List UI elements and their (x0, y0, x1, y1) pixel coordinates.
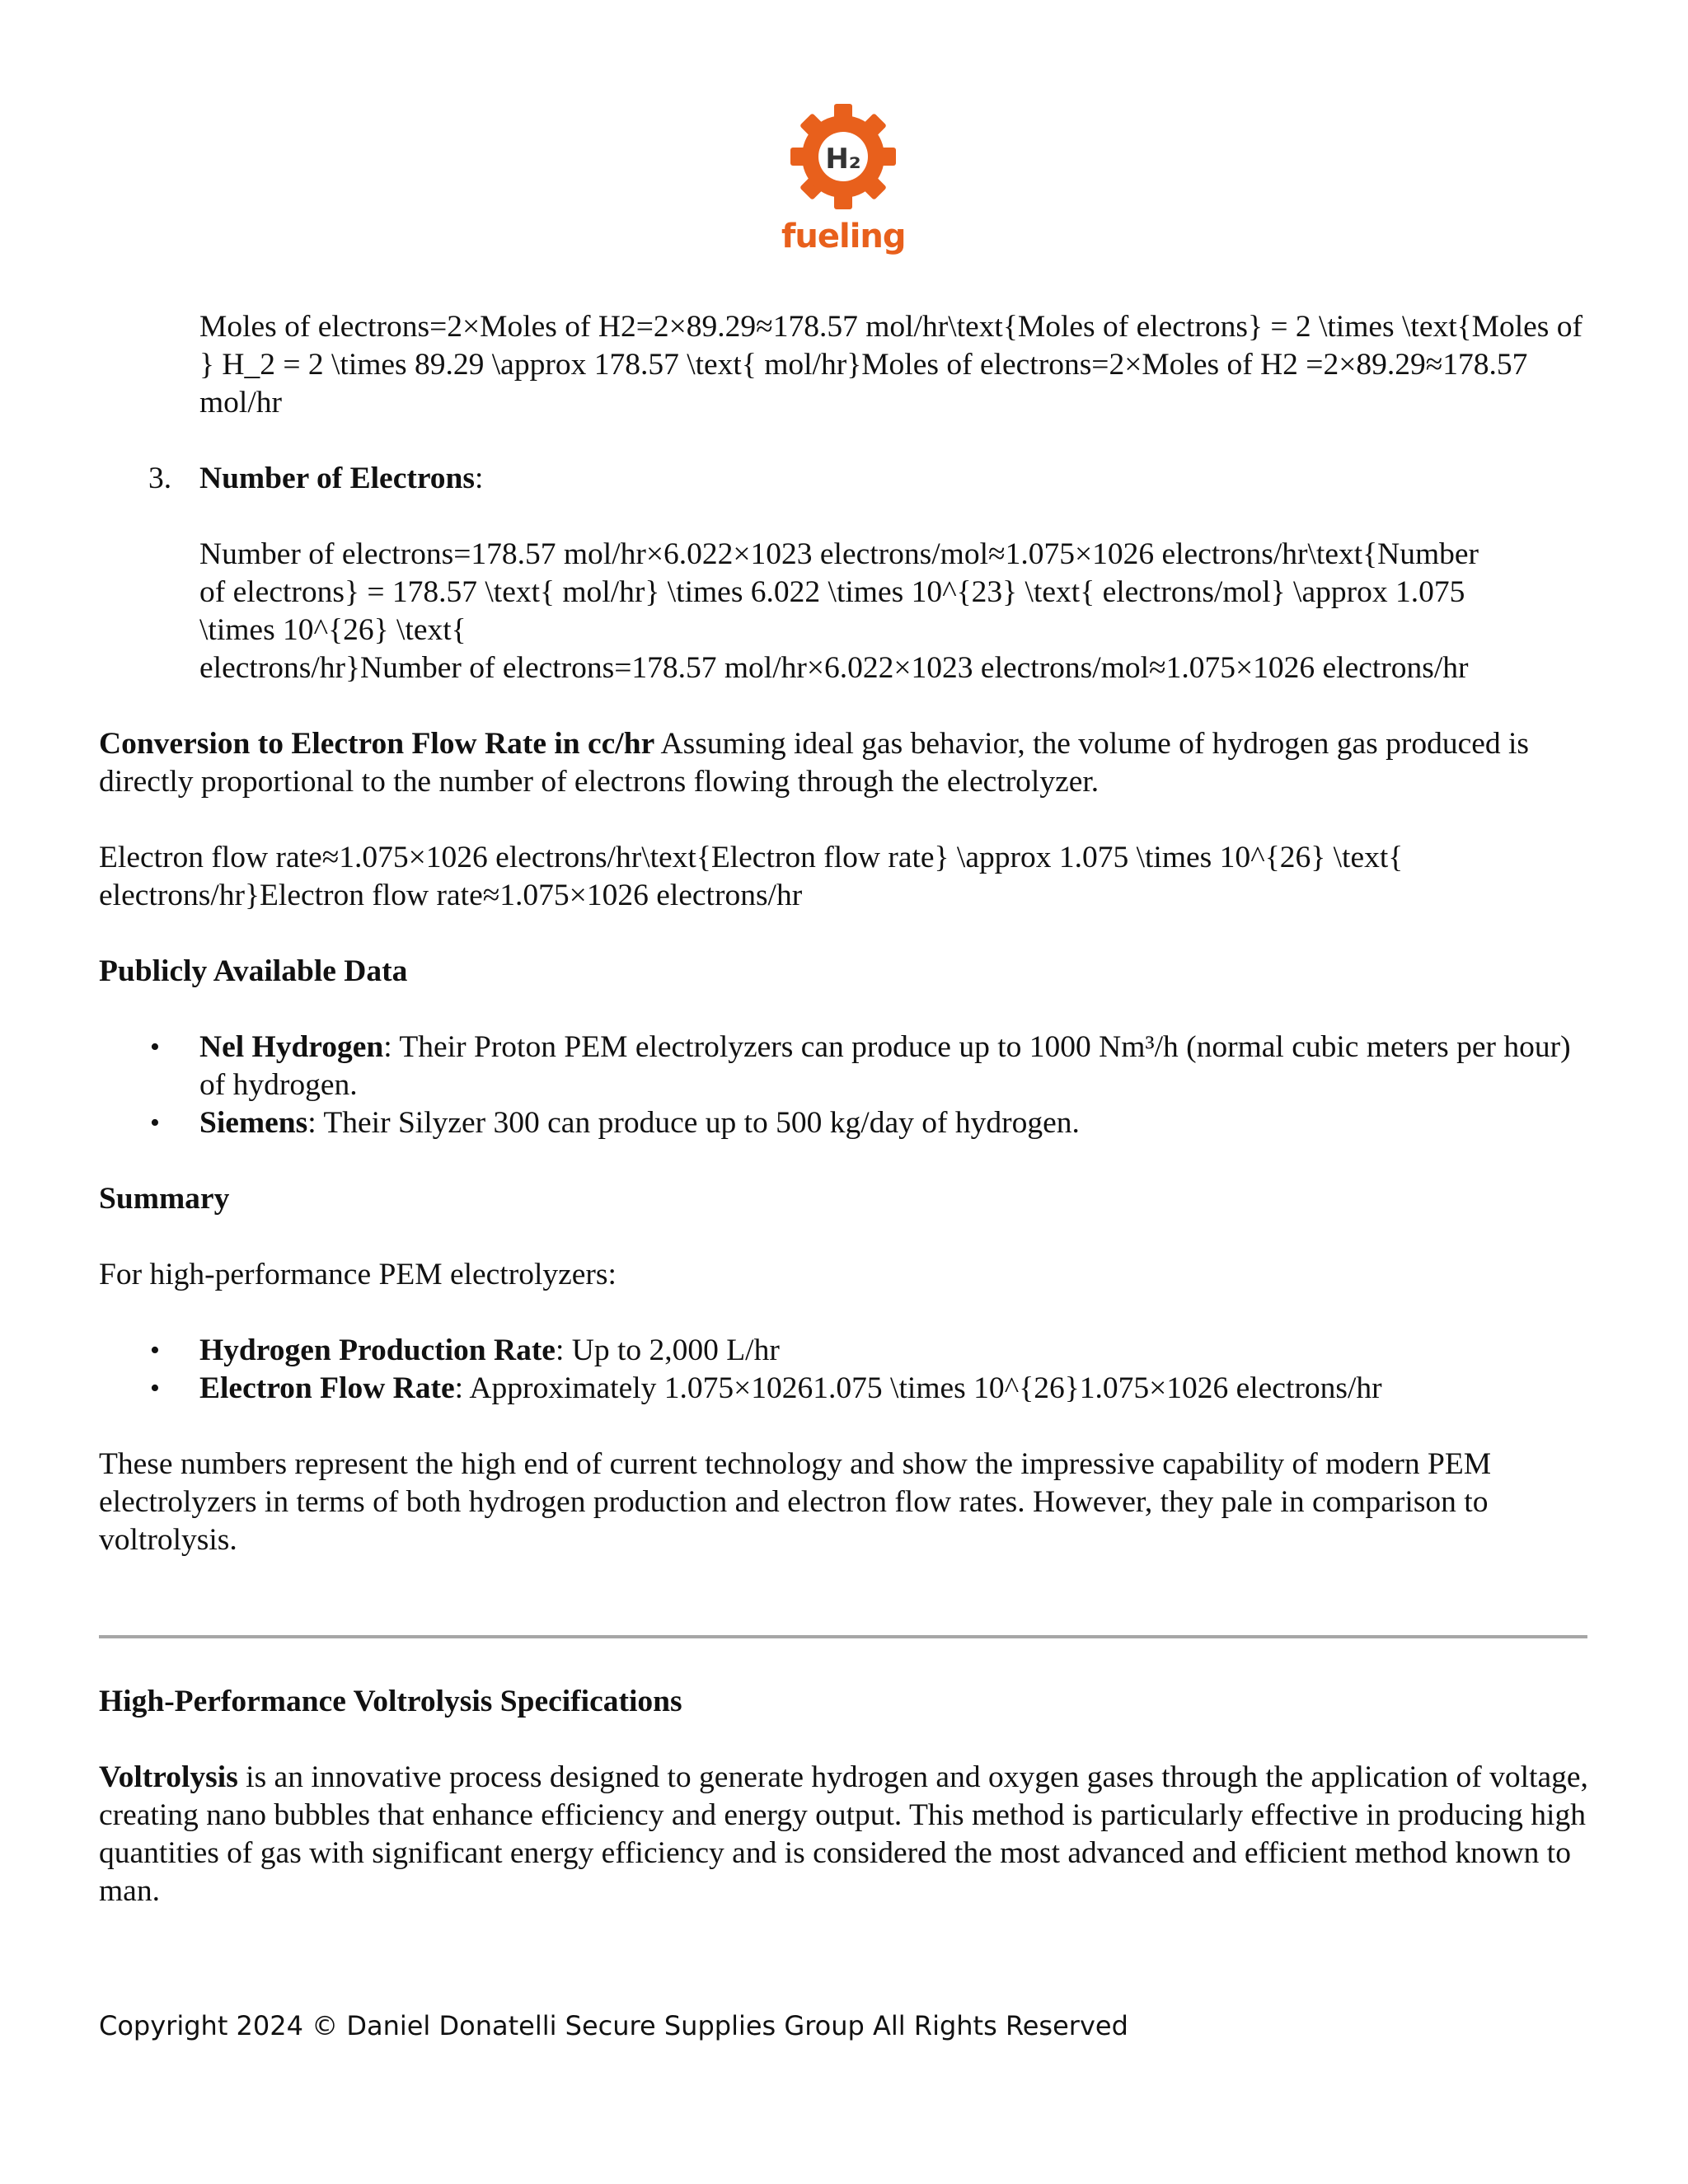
conversion-paragraph (99, 725, 1599, 801)
item-title: Number of Electrons (199, 462, 476, 495)
section-heading: High-Performance Voltrolysis Specifications (99, 1685, 682, 1718)
copyright-footer: Copyright 2024 © Daniel Donatelli Secure Supplies Group All Rights Reserved (99, 2010, 1128, 2041)
list-item: Electron Flow Rate: Approximately 1.075×10261.075 \times 10^{26}1.075×1026 electrons/hr (199, 1371, 1382, 1405)
list-item: Hydrogen Production Rate: Up to 2,000 L/hr (199, 1333, 780, 1367)
moles-of-electrons-formula: Moles of electrons=2×Moles of H2=2×89.29≈178.57 mol/hr\text{Moles of electrons} = 2 \times \text{Moles of } H_2 = 2 \times 89.29 \approx 178.57 \text{ mol/hr}Moles of electrons=2×Moles of H2 =2×89.29≈178.57 mol/hr (199, 310, 1583, 419)
list-item: Nel Hydrogen: Their Proton PEM electrolyzers can produce up to 1000 Nm³/h (normal cubic meters per hour) of hydrogen. (199, 1030, 1571, 1102)
section-heading: Publicly Available Data (99, 954, 408, 988)
formula-line: Number of electrons=178.57 mol/hr×6.022×1023 electrons/mol≈1.075×1026 electrons/hr\text{Number (199, 537, 1479, 571)
list-item-heading (199, 460, 1592, 498)
conversion-text: Assuming ideal gas behavior, the volume of hydrogen gas produced is directly proportional to the number of electrons flowing through the electrolyzer. (99, 727, 1530, 799)
horizontal-divider (99, 1635, 1587, 1638)
voltrolysis-paragraph: Voltrolysis is an innovative process designed to generate hydrogen and oxygen gases through the application of voltage, creating nano bubbles that enhance efficiency and energy output. This method is particularly effective in producing high quantities of gas with significant energy efficiency and is considered the most advanced and efficient method known to man. (99, 1760, 1588, 1908)
summary-intro: For high-performance PEM electrolyzers: (99, 1258, 617, 1291)
formula-line: electrons/hr}Number of electrons=178.57 mol/hr×6.022×1023 electrons/mol≈1.075×1026 electrons/hr (199, 651, 1469, 685)
number-of-electrons-formula (199, 536, 1592, 687)
bullet: • (150, 1373, 160, 1404)
h2-fueling-logo (781, 101, 905, 265)
bullet: • (150, 1108, 160, 1138)
item-suffix: : (475, 462, 484, 495)
logo-mark: H₂ (825, 143, 861, 176)
section-heading: Summary (99, 1182, 230, 1216)
summary-closing: These numbers represent the high end of current technology and show the impressive capability of modern PEM electrolyzers in terms of both hydrogen production and electron flow rates. However, they pale in comparison to voltrolysis. (99, 1447, 1492, 1557)
conversion-heading: Conversion to Electron Flow Rate in cc/hr (99, 727, 655, 761)
formula-line: \times 10^{26} \text{ (199, 613, 467, 647)
logo-text: fueling (781, 218, 906, 255)
list-item: Siemens: Their Silyzer 300 can produce up to 500 kg/day of hydrogen. (199, 1106, 1080, 1140)
bullet: • (150, 1032, 160, 1062)
list-number: 3. (148, 462, 172, 495)
formula-line: of electrons} = 178.57 \text{ mol/hr} \times 6.022 \times 10^{23} \text{ electrons/mol} \approx 1.075 (199, 575, 1465, 609)
gear-icon (781, 101, 905, 212)
electron-flow-rate-formula: Electron flow rate≈1.075×1026 electrons/hr\text{Electron flow rate} \approx 1.075 \times 10^{26} \text{ electrons/hr}Electron flow rate≈1.075×1026 electrons/hr (99, 841, 1404, 912)
bullet: • (150, 1335, 160, 1366)
